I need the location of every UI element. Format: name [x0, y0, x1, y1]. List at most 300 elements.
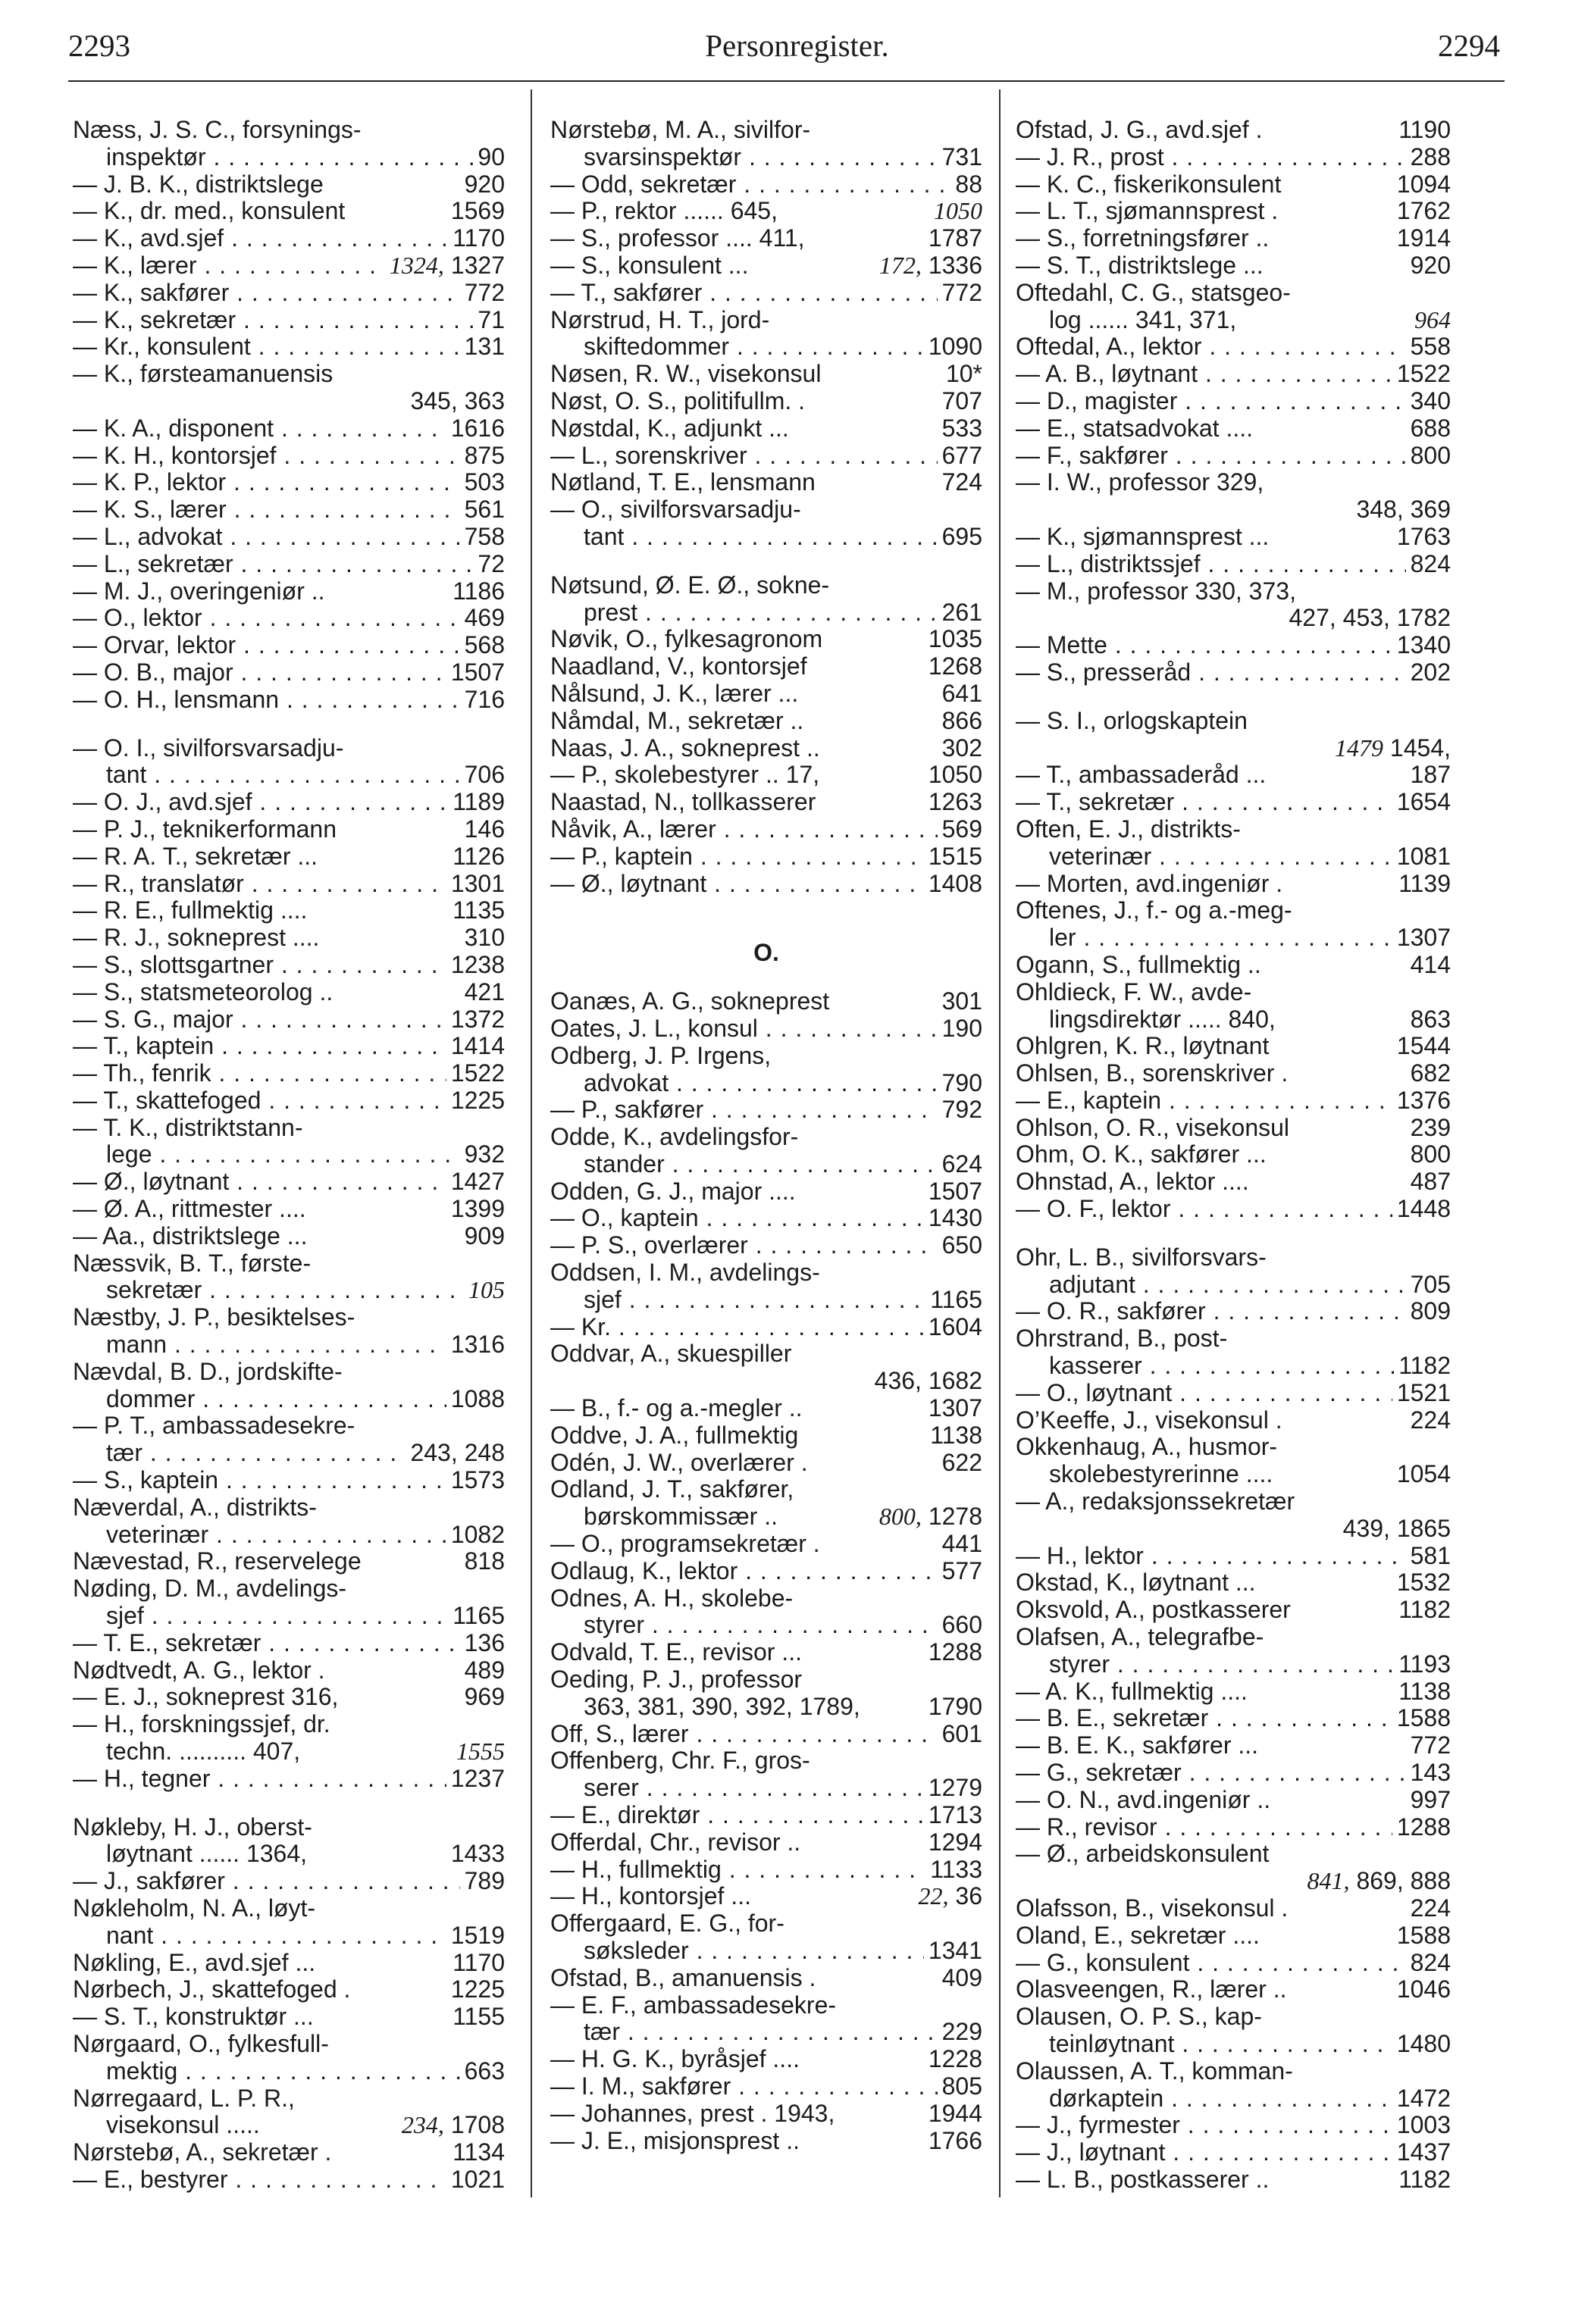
- entry-page-refs: [448, 897, 505, 924]
- register-entry: [550, 1992, 982, 2019]
- entry-name: O.: [753, 940, 779, 967]
- register-entry: [550, 816, 982, 843]
- entry-page-refs: [446, 1386, 505, 1413]
- entry-page-refs: [924, 2046, 982, 2073]
- entry-name: — S., professor .... 411,: [550, 225, 805, 252]
- register-entry: [550, 280, 982, 307]
- entry-name: — T. E., sekretær . . .: [73, 1630, 505, 1657]
- register-entry: [1016, 1814, 1451, 1841]
- entry-page-refs: [924, 626, 982, 653]
- entry-page-number: 131: [464, 333, 505, 361]
- entry-page-number: 421: [464, 978, 505, 1006]
- entry-spacer: [550, 967, 982, 988]
- entry-spacer: [73, 714, 505, 735]
- register-entry: [1016, 708, 1451, 735]
- register-entry: [1016, 605, 1451, 632]
- entry-page-number: 243, 248: [410, 1440, 505, 1467]
- page-title: Personregister.: [705, 28, 889, 63]
- entry-page-refs: [1406, 1543, 1451, 1570]
- register-entry: [550, 1883, 982, 1910]
- entry-page-number: 533: [941, 414, 982, 442]
- entry-page-number: 601: [941, 1720, 982, 1747]
- entry-name: Naastad, N., tollkasserer: [550, 789, 816, 816]
- entry-name: — O. N., avd.ingeniør ..: [1016, 1786, 1271, 1813]
- register-column-2: [550, 117, 982, 2154]
- entry-page-number: 1340: [1396, 632, 1451, 659]
- register-entry: [73, 2058, 505, 2085]
- entry-name: — K., dr. med., konsulent: [73, 198, 346, 225]
- entry-page-refs: [938, 2019, 982, 2046]
- entry-name: Nøst, O. S., politifullm. .: [550, 387, 806, 414]
- entry-page-number: 340: [1410, 387, 1451, 414]
- entry-page-number: 1327: [443, 252, 505, 279]
- register-entry: [73, 388, 505, 415]
- entry-name: — A. B., løytnant . . .: [1016, 361, 1451, 388]
- entry-name: Oates, J. L., konsul . . .: [550, 1015, 982, 1043]
- entry-page-refs: [924, 333, 982, 361]
- register-entry: [1016, 2166, 1451, 2194]
- register-entry: [73, 443, 505, 470]
- entry-page-number: 1766: [928, 2127, 982, 2154]
- entry-page-refs: [924, 1775, 982, 1802]
- entry-page-refs: [1406, 1115, 1451, 1142]
- register-entry: [1016, 551, 1451, 578]
- register-entry: [1016, 1353, 1451, 1380]
- entry-name: tær . . .: [106, 1440, 505, 1467]
- register-entry: [1016, 1841, 1451, 1868]
- entry-page-number: 1182: [1398, 1597, 1451, 1624]
- register-entry: [73, 496, 505, 524]
- entry-name: stander . . .: [584, 1151, 982, 1178]
- entry-page-number: 1515: [928, 843, 982, 870]
- entry-name: Olafsen, A., telegrafbe-: [1016, 1624, 1264, 1651]
- entry-page-refs: [464, 1277, 505, 1304]
- entry-name: — O. B., major . . .: [73, 659, 505, 687]
- entry-page-number: 577: [941, 1557, 982, 1584]
- register-entry: [550, 144, 982, 171]
- entry-name: — Aa., distriktslege ...: [73, 1222, 308, 1250]
- entry-page-refs: [448, 2003, 505, 2031]
- entry-page-refs: [925, 1422, 982, 1450]
- register-entry: [1016, 469, 1451, 496]
- entry-page-refs: [446, 1841, 505, 1868]
- entry-name: — E., bestyrer . . .: [73, 2166, 505, 2194]
- entry-name: — S., slottsgartner . . .: [73, 952, 505, 979]
- entry-page-refs: [1394, 2166, 1451, 2194]
- entry-italic-page-ref: 964: [1414, 306, 1451, 333]
- entry-page-refs: [1351, 496, 1451, 524]
- entry-name: Olaussen, A. T., komman-: [1016, 2057, 1293, 2085]
- entry-page-refs: [460, 924, 505, 952]
- entry-name: dørkaptein . . .: [1049, 2085, 1451, 2113]
- entry-page-refs: [925, 1856, 982, 1884]
- entry-name: Often, E. J., distrikts-: [1016, 815, 1241, 843]
- register-entry: [73, 1060, 505, 1087]
- entry-name: — P., sakfører . . .: [550, 1096, 982, 1124]
- entry-page-number: 239: [1410, 1114, 1451, 1141]
- register-entry: [73, 1250, 505, 1278]
- entry-page-number: 1050: [928, 762, 982, 789]
- entry-page-number: 1654: [1396, 789, 1451, 816]
- register-entry: [1016, 1732, 1451, 1759]
- register-entry: [550, 1450, 982, 1477]
- entry-name: Odvald, T. E., revisor ...: [550, 1639, 802, 1666]
- entry-name: — S., forretningsfører ..: [1016, 225, 1270, 252]
- entry-name: — M. J., overingeniør ..: [73, 577, 325, 605]
- register-entry: [550, 1910, 982, 1938]
- entry-page-number: 772: [1410, 1732, 1451, 1759]
- entry-page-number: 1263: [928, 789, 982, 816]
- entry-page-number: 1186: [453, 577, 505, 605]
- register-entry: [73, 632, 505, 659]
- register-entry: [1016, 1868, 1451, 1895]
- entry-page-number: 716: [464, 686, 505, 713]
- entry-name: dommer . . .: [106, 1386, 505, 1413]
- entry-page-refs: [1406, 1732, 1451, 1759]
- entry-page-number: 1408: [928, 870, 982, 897]
- register-entry: [73, 1141, 505, 1168]
- entry-name: Nøvik, O., fylkesagronom: [550, 626, 823, 653]
- entry-name: — B. E. K., sakfører ...: [1016, 1732, 1259, 1759]
- entry-page-refs: [460, 171, 505, 199]
- register-entry: [550, 1476, 982, 1503]
- entry-page-refs: [1392, 789, 1451, 816]
- entry-name: — L. B., postkasserer ..: [1016, 2166, 1270, 2193]
- entry-page-refs: [446, 1196, 505, 1223]
- entry-page-refs: [446, 1033, 505, 1060]
- entry-page-number: 427, 453, 1782: [1289, 605, 1451, 632]
- register-entry: [550, 1829, 982, 1856]
- register-entry: [1016, 952, 1451, 979]
- entry-name: — T., sakfører . . .: [550, 280, 982, 307]
- entry-page-refs: [1394, 1678, 1451, 1706]
- register-entry: [1016, 1087, 1451, 1115]
- entry-page-refs: [1406, 144, 1451, 171]
- entry-page-number: 1288: [1396, 1813, 1451, 1841]
- entry-page-number: 1126: [453, 843, 505, 870]
- entry-name: Oddve, J. A., fullmektig: [550, 1422, 799, 1449]
- entry-name: Nørstebø, A., sekretær .: [73, 2139, 332, 2166]
- entry-page-refs: [1406, 252, 1451, 280]
- entry-page-number: 677: [941, 442, 982, 469]
- entry-page-refs: [446, 198, 505, 225]
- entry-name: — S. I., orlogskaptein: [1016, 707, 1248, 734]
- entry-page-refs: [1406, 1895, 1451, 1922]
- entry-page-number: 688: [1410, 414, 1451, 442]
- register-entry: [73, 1196, 505, 1223]
- entry-name: tær . . .: [584, 2019, 982, 2046]
- register-entry: [73, 2112, 505, 2139]
- entry-page-number: 818: [464, 1548, 505, 1575]
- register-entry: [550, 1043, 982, 1070]
- register-entry: [73, 333, 505, 361]
- entry-page-number: 136: [464, 1629, 505, 1656]
- register-entry: [73, 816, 505, 843]
- entry-page-refs: [938, 1450, 982, 1477]
- register-entry: [1016, 871, 1451, 898]
- entry-page-number: 909: [464, 1222, 505, 1250]
- entry-name: Næverdal, A., distrikts-: [73, 1494, 317, 1521]
- entry-name: Nøkling, E., avd.sjef ...: [73, 1949, 316, 1976]
- entry-name: Oddvar, A., skuespiller: [550, 1340, 792, 1368]
- entry-page-refs: [446, 952, 505, 979]
- entry-name: — Morten, avd.ingeniør .: [1016, 870, 1283, 897]
- register-entry: [1016, 1196, 1451, 1223]
- entry-name: — S., statsmeteorolog ..: [73, 978, 334, 1006]
- register-entry: [550, 1503, 982, 1531]
- entry-page-number: 866: [941, 707, 982, 734]
- entry-name: — H. G. K., byråsjef ....: [550, 2046, 800, 2073]
- entry-page-refs: [924, 1639, 982, 1666]
- entry-page-refs: [938, 1070, 982, 1097]
- entry-page-refs: [1392, 1922, 1451, 1950]
- entry-page-refs: [924, 1205, 982, 1232]
- entry-name: log ...... 341, 371,: [1049, 306, 1237, 333]
- register-entry: [73, 198, 505, 225]
- entry-page-number: 772: [464, 279, 505, 306]
- entry-name: Ohrstrand, B., post-: [1016, 1325, 1228, 1353]
- register-entry: [550, 361, 982, 388]
- entry-page-refs: [938, 735, 982, 762]
- entry-page-refs: [875, 1503, 982, 1531]
- entry-name: Nørregaard, L. P. R.,: [73, 2085, 295, 2112]
- entry-name: Olausen, O. P. S., kap-: [1016, 2003, 1262, 2031]
- entry-name: skolebestyrerinne ....: [1049, 1461, 1273, 1488]
- entry-page-refs: [460, 687, 505, 714]
- register-entry: [550, 443, 982, 470]
- entry-name: — K. S., lærer . . .: [73, 496, 505, 524]
- entry-page-refs: [938, 1531, 982, 1558]
- entry-page-refs: [446, 1467, 505, 1494]
- register-entry: [550, 1368, 982, 1395]
- entry-page-number: 469: [464, 605, 505, 632]
- entry-spacer: [550, 918, 982, 940]
- entry-name: Nøkleby, H. J., oberst-: [73, 1813, 312, 1841]
- register-entry: [73, 871, 505, 898]
- entry-page-number: 1021: [450, 2166, 505, 2193]
- entry-name: — R. E., fullmektig ....: [73, 897, 308, 924]
- entry-page-number: 202: [1410, 658, 1451, 686]
- entry-page-refs: [1392, 1087, 1451, 1115]
- register-entry: [1016, 762, 1451, 789]
- register-entry: [1016, 843, 1451, 871]
- register-entry: [550, 653, 982, 680]
- entry-page-refs: [1406, 1168, 1451, 1196]
- register-entry: [550, 1965, 982, 1992]
- register-entry: [550, 871, 982, 898]
- entry-page-refs: [385, 252, 505, 280]
- entry-name: Olafsson, B., visekonsul .: [1016, 1895, 1289, 1922]
- entry-italic-page-ref: 1479: [1335, 734, 1384, 762]
- entry-page-refs: [938, 280, 982, 307]
- entry-page-refs: [938, 388, 982, 415]
- register-entry: [550, 1802, 982, 1829]
- register-entry: [1016, 1033, 1451, 1060]
- entry-spacer: [550, 897, 982, 918]
- register-entry: [550, 252, 982, 280]
- entry-name: — P. J., teknikerformann: [73, 815, 337, 843]
- entry-italic-page-ref: 234,: [401, 2112, 444, 2139]
- entry-page-refs: [1392, 225, 1451, 252]
- entry-name: Odde, K., avdelingsfor-: [550, 1124, 799, 1151]
- entry-name: — P. S., overlærer . . .: [550, 1232, 982, 1259]
- register-entry: [550, 469, 982, 496]
- entry-page-refs: [924, 1829, 982, 1856]
- entry-name: Oland, E., sekretær ....: [1016, 1922, 1260, 1949]
- entry-page-number: 1472: [1396, 2085, 1451, 2112]
- register-entry: [1016, 443, 1451, 470]
- entry-page-number: 724: [941, 469, 982, 496]
- entry-page-refs: [446, 1060, 505, 1087]
- entry-page-number: 824: [1410, 1949, 1451, 1976]
- entry-page-refs: [1392, 2139, 1451, 2166]
- register-entry: [73, 1575, 505, 1603]
- register-entry: [73, 1895, 505, 1922]
- register-entry: [1016, 1006, 1451, 1034]
- entry-page-refs: [406, 1440, 505, 1467]
- entry-page-refs: [460, 762, 505, 789]
- entry-name: — K., sjømannsprest ...: [1016, 523, 1270, 550]
- entry-name: skiftedommer . . .: [584, 333, 982, 361]
- entry-page-refs: [941, 361, 982, 388]
- entry-name: Nøtland, T. E., lensmann: [550, 469, 816, 496]
- register-entry: [73, 361, 505, 388]
- entry-page-refs: [1392, 1569, 1451, 1597]
- register-entry: [73, 117, 505, 144]
- entry-page-number: 682: [1410, 1060, 1451, 1087]
- entry-spacer: [550, 551, 982, 572]
- entry-name: serer . . .: [584, 1775, 982, 1802]
- entry-page-number: 1316: [450, 1331, 505, 1359]
- entry-page-refs: [1392, 2085, 1451, 2113]
- entry-name: Ogann, S., fullmektig ..: [1016, 951, 1261, 978]
- entry-page-number: 1170: [453, 225, 505, 252]
- entry-page-number: 1288: [928, 1639, 982, 1666]
- entry-page-number: 824: [1410, 550, 1451, 577]
- entry-name: — I. M., sakfører . . .: [550, 2073, 982, 2100]
- register-entry: [550, 762, 982, 789]
- entry-page-refs: [1394, 117, 1451, 144]
- entry-page-refs: [938, 1232, 982, 1259]
- register-entry: [73, 952, 505, 979]
- entry-page-number: 790: [941, 1069, 982, 1096]
- entry-page-refs: [446, 1766, 505, 1793]
- entry-name: Naas, J. A., sokneprest ..: [550, 734, 820, 762]
- register-entry: [73, 789, 505, 816]
- entry-name: — E., kaptein . . .: [1016, 1087, 1451, 1115]
- register-entry: [73, 307, 505, 334]
- entry-name: — T., kaptein . . .: [73, 1033, 505, 1060]
- entry-page-number: 190: [941, 1015, 982, 1042]
- entry-name: — G., sekretær . . .: [1016, 1759, 1451, 1787]
- register-entry: [73, 2166, 505, 2194]
- entry-name: — F., sakfører . . .: [1016, 443, 1451, 470]
- entry-name: — L., distriktssjef . . .: [1016, 551, 1451, 578]
- entry-page-number: 1604: [928, 1313, 982, 1340]
- entry-page-refs: [1394, 1651, 1451, 1678]
- entry-page-refs: [1392, 1033, 1451, 1060]
- entry-name: Offergaard, E. G., for-: [550, 1910, 784, 1938]
- register-entry: [550, 307, 982, 334]
- register-entry: [1016, 1515, 1451, 1543]
- entry-name: — R., translatør . . .: [73, 871, 505, 898]
- entry-page-refs: [473, 307, 505, 334]
- entry-page-refs: [460, 1141, 505, 1168]
- entry-name: — Mette . . .: [1016, 632, 1451, 659]
- register-entry: [1016, 198, 1451, 225]
- entry-page-refs: [460, 333, 505, 361]
- register-entry: [73, 1277, 505, 1304]
- register-entry: [73, 551, 505, 578]
- register-entry: [550, 524, 982, 551]
- entry-name: Oftenes, J., f.- og a.-meg-: [1016, 897, 1292, 924]
- entry-name: tant . . .: [106, 762, 505, 789]
- register-entry: [1016, 1434, 1451, 1461]
- entry-page-refs: [938, 524, 982, 551]
- entry-name: Nævdal, B. D., jordskifte-: [73, 1358, 343, 1385]
- register-entry: [550, 1015, 982, 1043]
- entry-page-number: 758: [464, 523, 505, 550]
- entry-name: — R. J., sokneprest ....: [73, 924, 320, 952]
- register-entry: [1016, 1461, 1451, 1488]
- entry-name: Næss, J. S. C., forsynings-: [73, 117, 362, 143]
- entry-page-number: 932: [464, 1141, 505, 1168]
- entry-page-number: 1437: [1396, 2139, 1451, 2166]
- entry-page-refs: [938, 1096, 982, 1124]
- entry-spacer: [1016, 687, 1451, 708]
- entry-page-number: 969: [464, 1684, 505, 1711]
- register-entry: [1016, 2112, 1451, 2139]
- register-entry: [550, 1694, 982, 1721]
- entry-name: Nøding, D. M., avdelings-: [73, 1575, 347, 1603]
- entry-page-refs: [460, 496, 505, 524]
- entry-page-number: 1507: [928, 1178, 982, 1205]
- register-entry: [1016, 361, 1451, 388]
- entry-page-refs: [938, 1965, 982, 1992]
- entry-page-number: 71: [478, 306, 505, 333]
- register-entry: [1016, 252, 1451, 280]
- entry-name: — T., skattefoged . . .: [73, 1087, 505, 1115]
- register-entry: [550, 599, 982, 627]
- entry-name: Ofstad, B., amanuensis .: [550, 1964, 816, 1991]
- entry-page-number: 1448: [1396, 1196, 1451, 1223]
- entry-name: Ohlson, O. R., visekonsul: [1016, 1114, 1290, 1141]
- entry-name: — H., kontorsjef ...: [550, 1883, 751, 1910]
- entry-page-number: 1237: [450, 1765, 505, 1792]
- entry-page-refs: [1406, 659, 1451, 687]
- entry-name: Oksvold, A., postkasserer: [1016, 1597, 1291, 1624]
- entry-page-refs: [938, 680, 982, 708]
- entry-page-number: 869, 888: [1349, 1868, 1451, 1895]
- register-entry: [73, 1814, 505, 1841]
- entry-page-refs: [1392, 2112, 1451, 2139]
- entry-name: styrer . . .: [1049, 1651, 1451, 1678]
- entry-page-refs: [1392, 524, 1451, 551]
- entry-page-refs: [473, 551, 505, 578]
- entry-name: Nøkleholm, N. A., løyt-: [73, 1895, 316, 1922]
- column-divider-1: [531, 89, 532, 2197]
- entry-page-refs: [460, 979, 505, 1006]
- entry-spacer: [73, 1793, 505, 1814]
- entry-page-number: 663: [464, 2057, 505, 2085]
- entry-page-refs: [1406, 952, 1451, 979]
- entry-page-number: 143: [1410, 1759, 1451, 1787]
- entry-name: O’Keeffe, J., visekonsul .: [1016, 1406, 1282, 1434]
- entry-name: — O., kaptein . . .: [550, 1205, 982, 1232]
- entry-name: — D., magister . . .: [1016, 388, 1451, 415]
- entry-page-number: 224: [1410, 1895, 1451, 1922]
- entry-page-number: 88: [955, 170, 982, 198]
